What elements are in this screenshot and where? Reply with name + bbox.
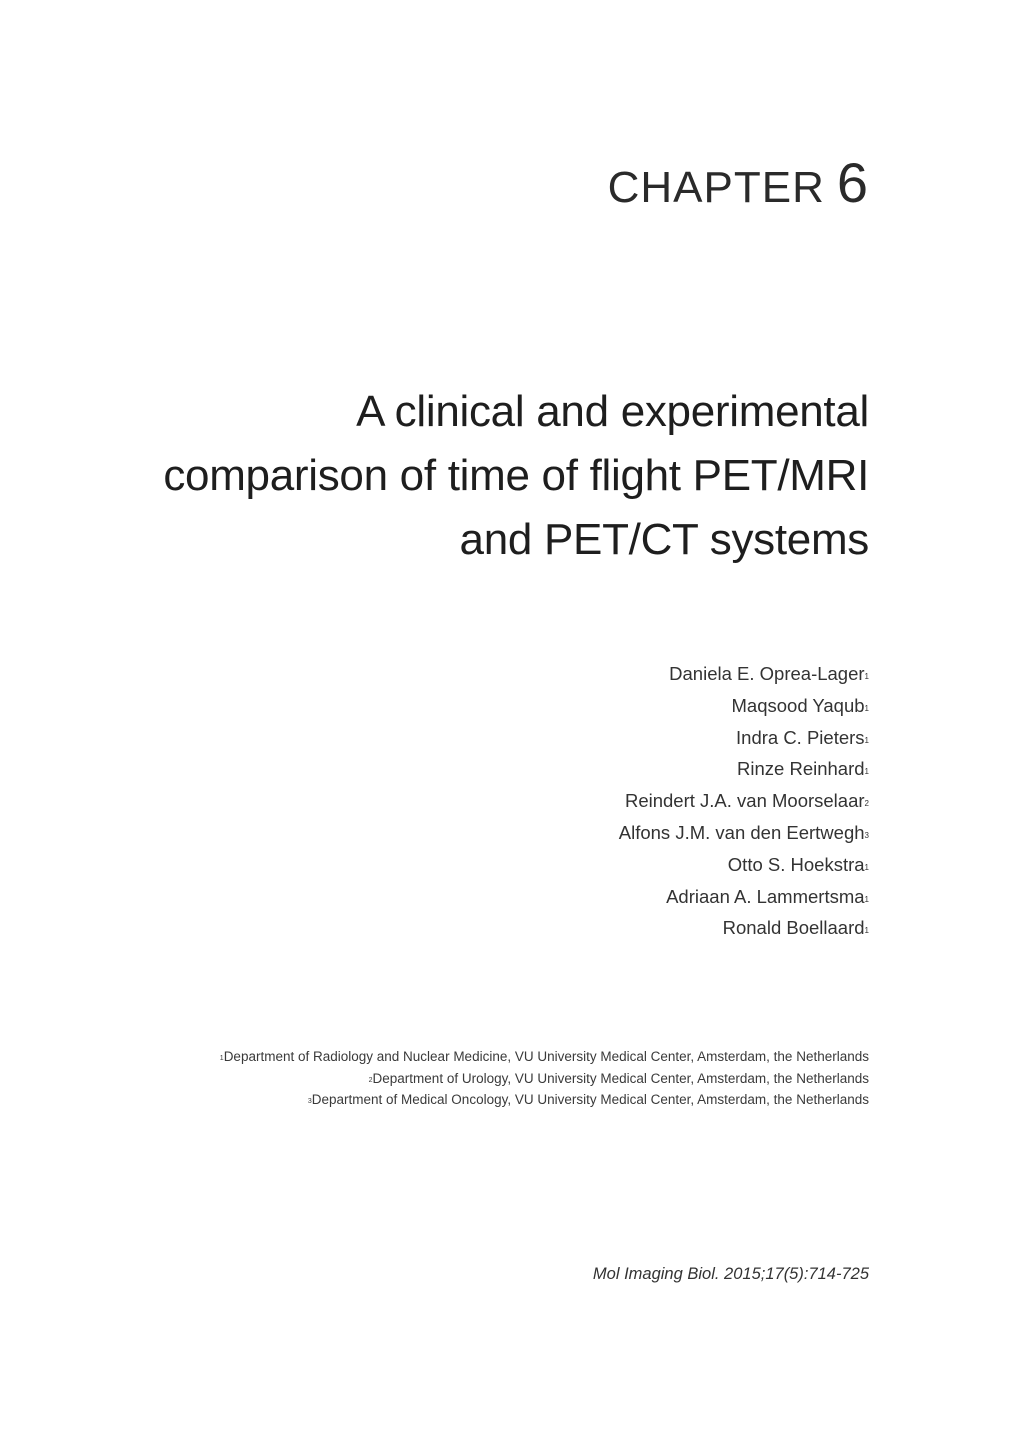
author-name: Maqsood Yaqub <box>731 694 865 716</box>
author-entry <box>619 817 869 849</box>
author-name: Otto S. Hoekstra <box>727 853 865 875</box>
author-name: Indra C. Pieters <box>736 726 865 748</box>
author-affiliation-marker: 2 <box>864 799 869 809</box>
affiliation-text: Department of Radiology and Nuclear Medicine, VU University Medical Center, Amsterdam, the Netherlands <box>223 1049 869 1064</box>
affiliation-marker: 3 <box>307 1098 312 1105</box>
affiliation-entry <box>220 1089 869 1111</box>
chapter-word: CHAPTER <box>607 163 825 212</box>
author-affiliation-marker: 1 <box>864 862 869 872</box>
affiliation-text: Department of Medical Oncology, VU University Medical Center, Amsterdam, the Netherlands <box>311 1092 869 1107</box>
author-name: Rinze Reinhard <box>737 758 865 780</box>
title-line: A clinical and experimental <box>356 387 869 436</box>
chapter-number: 6 <box>836 151 869 214</box>
author-entry <box>619 849 869 881</box>
author-entry <box>619 722 869 754</box>
affiliation-entry <box>220 1068 869 1090</box>
author-affiliation-marker: 3 <box>864 830 869 840</box>
author-name: Ronald Boellaard <box>722 917 865 939</box>
author-name: Reindert J.A. van Moorselaar <box>624 790 865 812</box>
author-entry <box>619 912 869 944</box>
author-entry <box>619 658 869 690</box>
chapter-title <box>109 380 869 572</box>
chapter-heading <box>608 150 869 215</box>
affiliation-marker: 1 <box>219 1055 224 1062</box>
title-line: and PET/CT systems <box>459 515 869 564</box>
affiliation-marker: 2 <box>368 1076 373 1084</box>
journal-citation: Mol Imaging Biol. 2015;17(5):714-725 <box>592 1265 869 1283</box>
title-line: comparison of time of flight PET/MRI <box>163 451 869 500</box>
author-affiliation-marker: 1 <box>864 926 869 936</box>
author-affiliation-marker: 1 <box>864 672 869 681</box>
author-entry <box>619 690 869 722</box>
author-list <box>619 658 869 944</box>
author-name: Adriaan A. Lammertsma <box>666 885 865 907</box>
affiliation-list <box>220 1046 869 1111</box>
author-name: Alfons J.M. van den Eertwegh <box>618 821 865 843</box>
author-entry <box>619 753 869 785</box>
author-entry <box>619 785 869 817</box>
affiliation-entry <box>220 1046 869 1068</box>
author-affiliation-marker: 1 <box>864 767 869 777</box>
author-entry <box>619 881 869 913</box>
author-name: Daniela E. Oprea-Lager <box>669 663 865 684</box>
author-affiliation-marker: 1 <box>864 703 869 713</box>
affiliation-text: Department of Urology, VU University Medical Center, Amsterdam, the Netherlands <box>372 1070 869 1086</box>
author-affiliation-marker: 1 <box>864 894 869 904</box>
author-affiliation-marker: 1 <box>864 735 869 745</box>
